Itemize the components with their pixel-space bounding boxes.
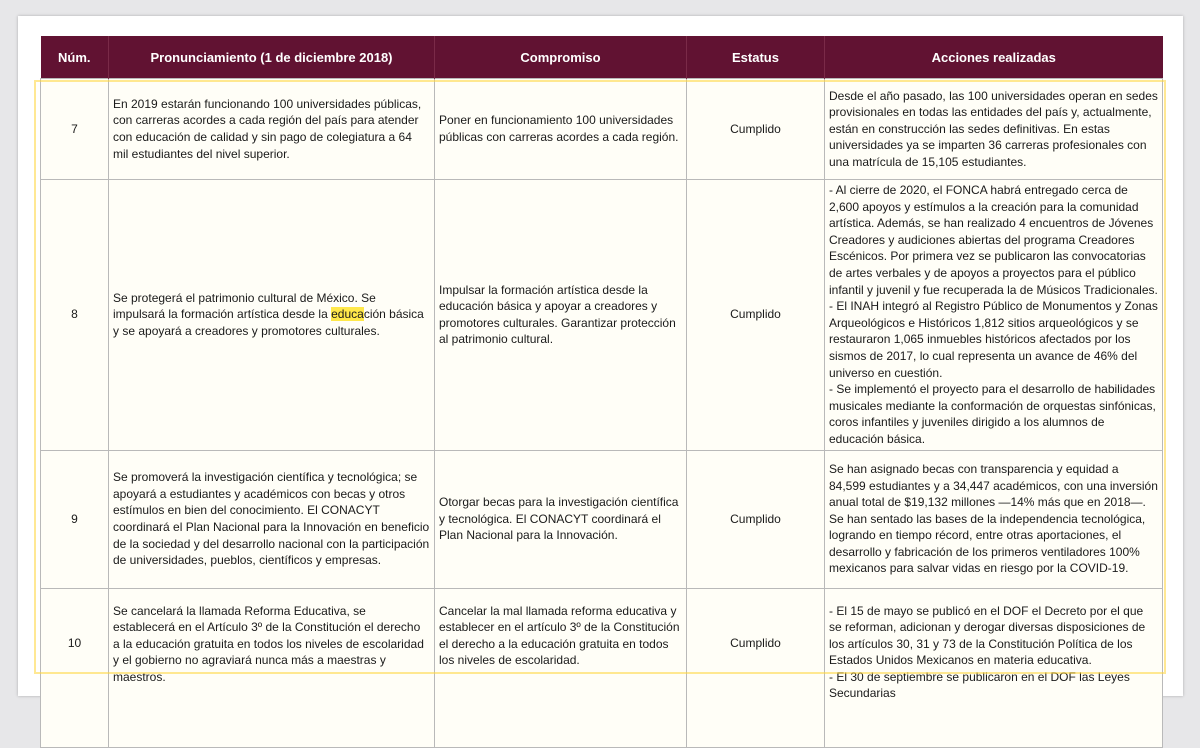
row-number: 9 <box>41 450 109 588</box>
pronunciamiento-text: Se protegerá el patrimonio cultural de México. Se impulsará la formación artística desde la <box>113 290 376 322</box>
status-cell: Cumplido <box>687 588 825 747</box>
header-compromiso: Compromiso <box>435 36 687 79</box>
header-estatus: Estatus <box>687 36 825 79</box>
header-acciones: Acciones realizadas <box>825 36 1163 79</box>
table-header-row <box>41 36 1163 79</box>
acciones-cell <box>825 79 1163 180</box>
accion-bullet: - Al cierre de 2020, el FONCA habrá entregado cerca de 2,600 apoyos y estímulos a la creación para la comunidad artística. Además, se han realizado 4 encuentros de Jóvenes Creadores y audiciones abiertas del programa Creadores Escénicos. Por primera vez se publicaron las convocatorias de artes verbales y de apoyos a proyectos para el público infantil y juvenil y fue recuperada la de Músicos Tradicionales. <box>829 183 1158 297</box>
commitments-table <box>40 36 1163 748</box>
acciones-cell <box>825 588 1163 747</box>
compromiso-cell: Cancelar la mal llamada reforma educativa y establecer en el artículo 3º de la Constitución el derecho a la educación gratuita en todos los niveles de escolaridad. <box>435 588 687 747</box>
row-number: 7 <box>41 79 109 180</box>
pronunciamiento-text-cont: ción básica y se apoyará a creadores y promotores culturales. <box>113 307 424 339</box>
acciones-cell <box>825 450 1163 588</box>
commitments-table-container <box>40 36 1162 748</box>
accion-bullet: - Se implementó el proyecto para el desarrollo de habilidades musicales mediante la conformación de orquestas sinfónicas, coros infantiles y juveniles dirigido a los alumnos de educación básica. <box>829 382 1156 446</box>
accion-text: Desde el año pasado, las 100 universidades operan en sedes provisionales en todas las entidades del país y, actualmente, están en construcción las sedes definitivas. En estas universidades ya se imparten 36 carreras profesionales con una matrícula de 15,105 estudiantes. <box>829 88 1158 169</box>
document-page <box>18 16 1183 701</box>
pronunciamiento-cell: Se cancelará la llamada Reforma Educativa, se establecerá en el Artículo 3º de la Constitución el derecho a la educación gratuita en todos los niveles de escolaridad y el gobierno no agraviará nunca más a maestras y maestros. <box>109 588 435 747</box>
pronunciamiento-cell: En 2019 estarán funcionando 100 universidades públicas, con carreras acordes a cada región del país para atender con educación de calidad y sin pago de colegiatura a 64 mil estudiantes del nivel superior. <box>109 79 435 180</box>
status-cell: Cumplido <box>687 180 825 451</box>
accion-bullet: - El 30 de septiembre se publicaron en el DOF las Leyes Secundarias <box>829 669 1130 701</box>
status-cell: Cumplido <box>687 450 825 588</box>
table-row <box>41 79 1163 180</box>
pronunciamiento-cell <box>109 180 435 451</box>
table-row <box>41 450 1163 588</box>
table-row <box>41 588 1163 747</box>
acciones-cell <box>825 180 1163 451</box>
accion-bullet: - El 15 de mayo se publicó en el DOF el Decreto por el que se reforman, adicionan y derogar diversas disposiciones de los artículos 30, 31 y 73 de la Constitución Política de los Estados Unidos Mexicanos en materia educativa. <box>829 603 1146 668</box>
header-pronunciamiento: Pronunciamiento (1 de diciembre 2018) <box>109 36 435 79</box>
compromiso-cell: Impulsar la formación artística desde la educación básica y apoyar a creadores y promotores culturales. Garantizar protección al patrimonio cultural. <box>435 180 687 451</box>
compromiso-cell: Poner en funcionamiento 100 universidades públicas con carreras acordes a cada región. <box>435 79 687 180</box>
accion-text: Se han asignado becas con transparencia y equidad a 84,599 estudiantes y a 34,447 académicos, con una inversión anual total de $19,132 millones —14% más que en 2018—. Se han sentado las bases de la independencia tecnológica, logrando en tiempo récord, entre otras aportaciones, el desarrollo y fabricación de los primeros ventiladores 100% mexicanos para salvar vidas en riesgo por la COVID-19. <box>829 461 1158 576</box>
status-cell: Cumplido <box>687 79 825 180</box>
search-highlight: educa <box>331 307 364 322</box>
table-row <box>41 180 1163 451</box>
row-number: 8 <box>41 180 109 451</box>
row-number: 10 <box>41 588 109 747</box>
compromiso-cell: Otorgar becas para la investigación científica y tecnológica. El CONACYT coordinará el Plan Nacional para la Innovación. <box>435 450 687 588</box>
header-num: Núm. <box>41 36 109 79</box>
accion-bullet: - El INAH integró al Registro Público de Monumentos y Zonas Arqueológicos e Históricos 1,812 sitios arqueológicos y se restauraron 1,065 inmuebles históricos afectados por los sismos de 2017, lo cual representa un avance de 46% del universo en cuestión. <box>829 299 1158 380</box>
pronunciamiento-cell: Se promoverá la investigación científica y tecnológica; se apoyará a estudiantes y académicos con becas y otros estímulos en bien del conocimiento. El CONACYT coordinará el Plan Nacional para la Innovación en beneficio de la sociedad y del desarrollo nacional con la participación de universidades, pueblos, científicos y empresas. <box>109 450 435 588</box>
